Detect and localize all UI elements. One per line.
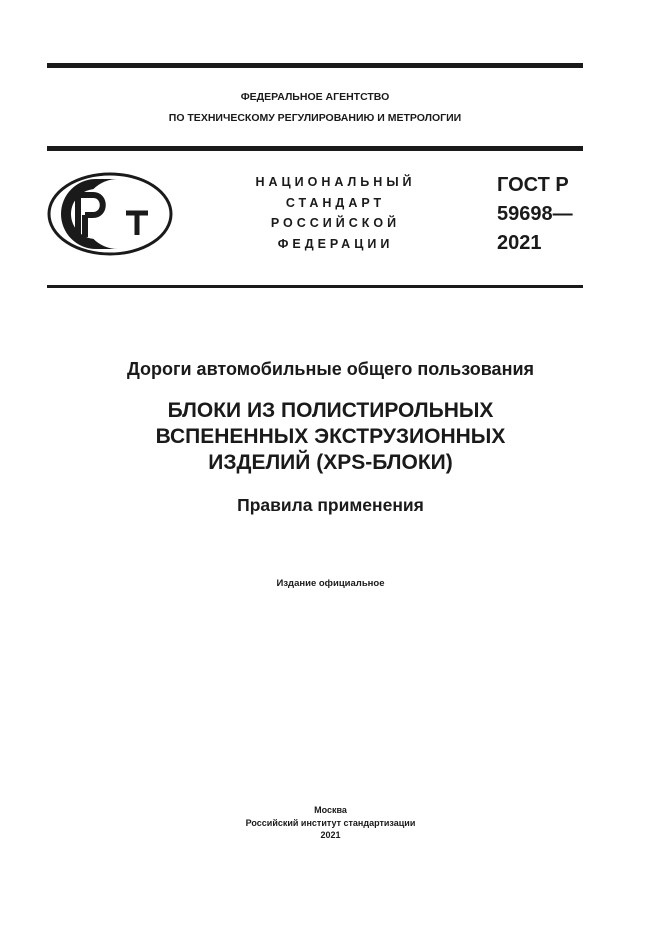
standard-code <box>497 171 573 258</box>
standard-code-line-3: 2021 <box>497 232 542 254</box>
title-line-2: ВСПЕНЕННЫХ ЭКСТРУЗИОННЫХ <box>155 425 506 448</box>
document-subtitle: Правила применения <box>237 495 424 515</box>
national-standard-line-3: РОССИЙСКОЙ <box>270 216 401 230</box>
national-standard-line-2: СТАНДАРТ <box>285 195 386 210</box>
agency-line-2: ПО ТЕХНИЧЕСКОМУ РЕГУЛИРОВАНИЮ И МЕТРОЛОГИИ <box>168 112 462 124</box>
imprint-publisher: Российский институт стандартизации <box>245 817 416 828</box>
national-standard-line-4: ФЕДЕРАЦИИ <box>277 236 394 251</box>
national-standard-label <box>233 172 438 254</box>
document-subject: Дороги автомобильные общего пользования <box>126 359 535 379</box>
imprint <box>0 804 661 842</box>
imprint-year: 2021 <box>320 830 341 840</box>
imprint-city: Москва <box>314 805 347 815</box>
header-rule <box>47 146 583 151</box>
title-line-1: БЛОКИ ИЗ ПОЛИСТИРОЛЬНЫХ <box>167 399 494 422</box>
national-standard-line-1: НАЦИОНАЛЬНЫЙ <box>255 175 416 189</box>
rst-logo-icon <box>46 171 174 257</box>
standard-code-line-2: 59698— <box>497 203 573 225</box>
standard-code-line-1: ГОСТ Р <box>497 174 569 196</box>
title-line-3: ИЗДЕЛИЙ (XPS-БЛОКИ) <box>208 451 453 474</box>
document-title <box>0 398 661 476</box>
edition-label: Издание официальное <box>276 578 385 589</box>
agency-line-1: ФЕДЕРАЛЬНОЕ АГЕНТСТВО <box>240 91 390 103</box>
top-rule <box>47 63 583 68</box>
header-bottom-rule <box>47 285 583 288</box>
